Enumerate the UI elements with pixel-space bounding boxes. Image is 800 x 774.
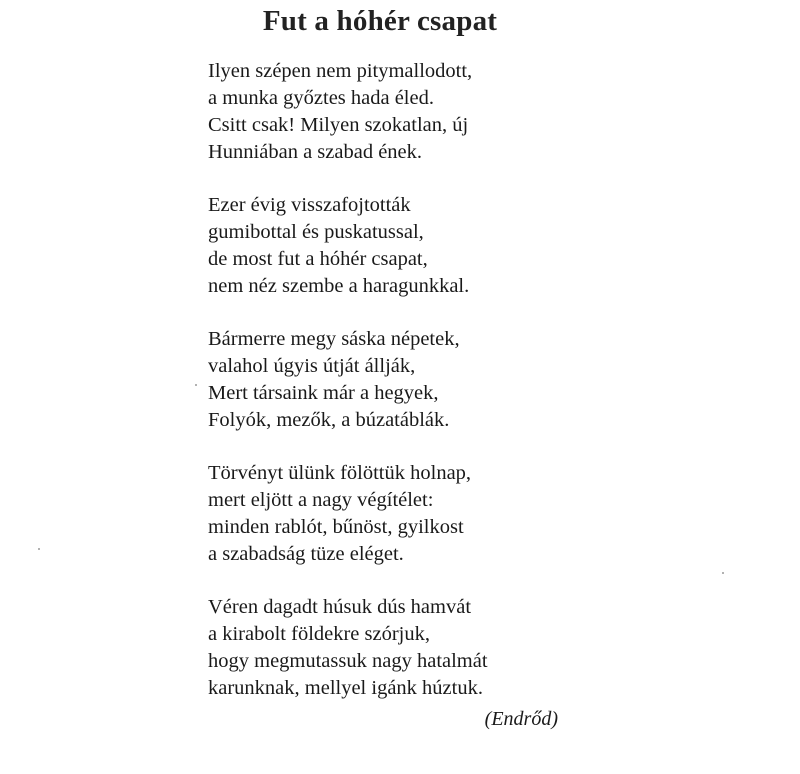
scan-speck: [195, 384, 197, 386]
poem-line: karunknak, mellyel igánk húztuk.: [208, 677, 483, 699]
poem-line: Bármerre megy sáska népetek,: [208, 328, 460, 350]
poem-title: Fut a hóhér csapat: [262, 5, 498, 37]
poem-line: Folyók, mezők, a búzatáblák.: [208, 409, 450, 431]
poem-line: Ilyen szépen nem pitymallodott,: [208, 60, 473, 82]
stanza: [208, 58, 588, 166]
poem-line: a szabadság tüze eléget.: [208, 543, 404, 565]
poem-line: valahol úgyis útját állják,: [208, 355, 416, 377]
stanza: [208, 192, 588, 300]
scan-speck: [38, 548, 40, 550]
stanza: [208, 460, 588, 568]
poem-line: minden rablót, bűnöst, gyilkost: [208, 516, 464, 538]
poem-line: hogy megmutassuk nagy hatalmát: [208, 650, 488, 672]
poem-body: [208, 58, 588, 728]
poem-line: Mert társaink már a hegyek,: [208, 382, 439, 404]
poem-line: Csitt csak! Milyen szokatlan, új: [208, 114, 469, 136]
poem-line: Hunniában a szabad ének.: [208, 141, 423, 163]
poem-line: a kirabolt földekre szórjuk,: [208, 623, 431, 645]
poem-line: Véren dagadt húsuk dús hamvát: [208, 596, 472, 618]
poem-line: mert eljött a nagy végítélet:: [208, 489, 434, 511]
poem-line: gumibottal és puskatussal,: [208, 221, 424, 243]
poem-line: de most fut a hóhér csapat,: [208, 248, 428, 270]
stanza: [208, 326, 588, 434]
poem-line: Ezer évig visszafojtották: [208, 194, 411, 216]
poem-line: a munka győztes hada éled.: [208, 87, 434, 109]
poem-line: nem néz szembe a haragunkkal.: [208, 275, 470, 297]
stanza: [208, 594, 588, 702]
scan-speck: [722, 572, 724, 574]
poem-line: Törvényt ülünk fölöttük holnap,: [208, 462, 472, 484]
poem-signature: (Endrőd): [484, 708, 558, 730]
